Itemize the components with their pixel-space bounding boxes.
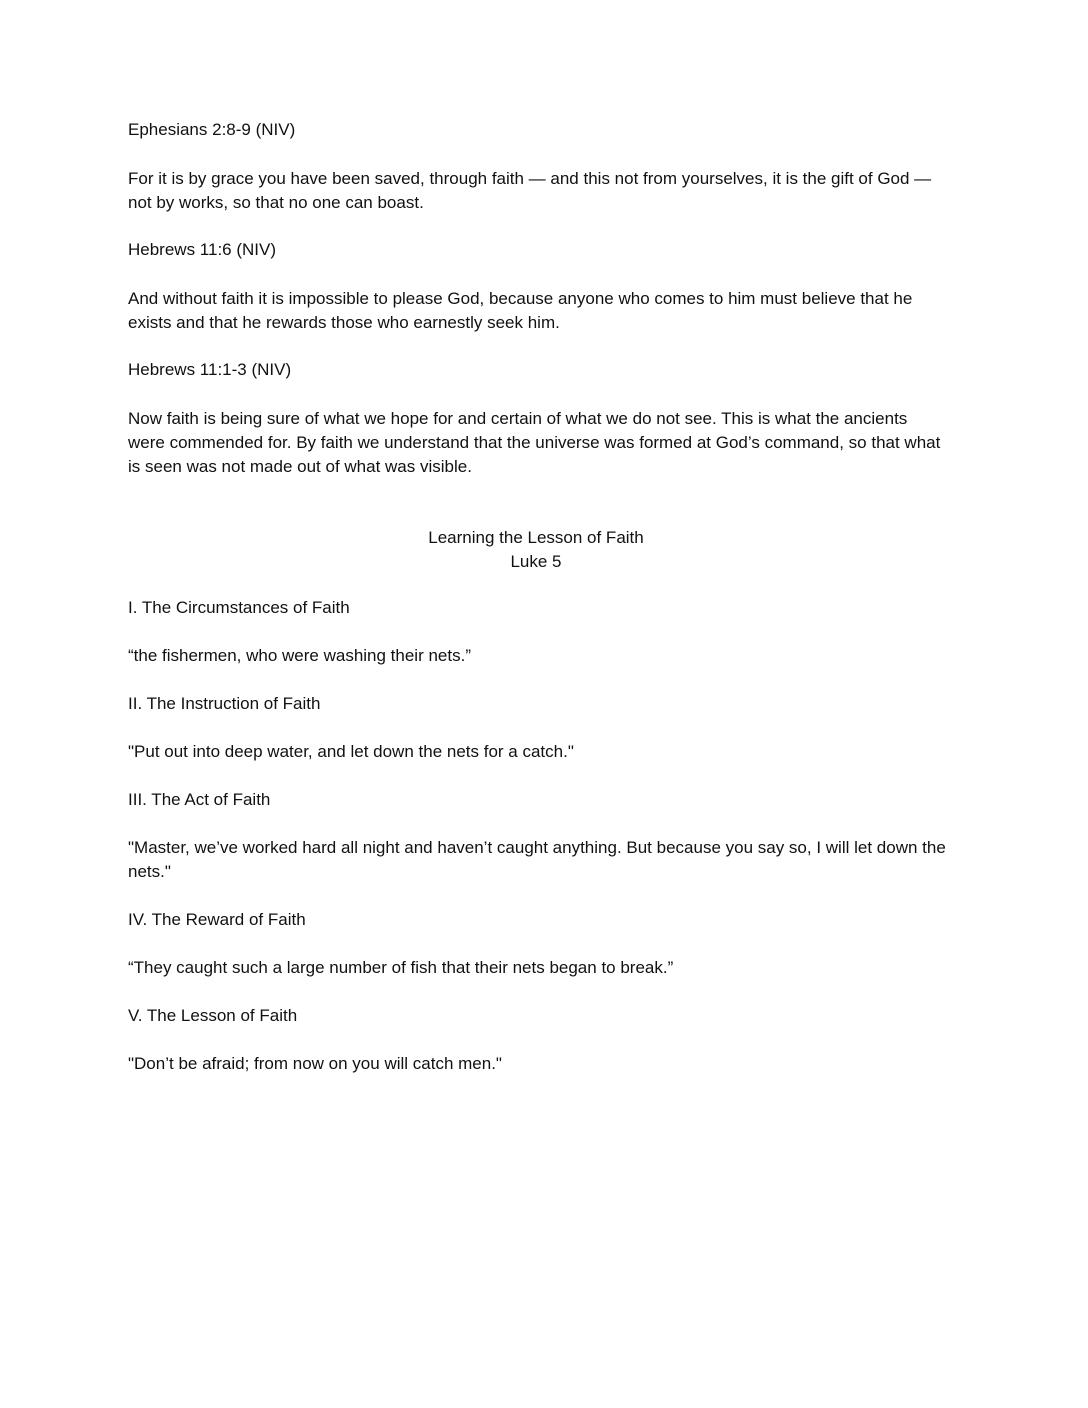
outline-quote: "Don’t be afraid; from now on you will catch men." xyxy=(128,1054,502,1073)
scripture-reference: Hebrews 11:6 (NIV) xyxy=(128,240,277,259)
outline-heading: III. The Act of Faith xyxy=(128,790,271,809)
scripture-reference: Hebrews 11:1-3 (NIV) xyxy=(128,360,292,379)
outline-heading: II. The Instruction of Faith xyxy=(128,694,321,713)
outline-quote: “They caught such a large number of fish that their nets began to break.” xyxy=(128,958,674,977)
scripture-reference: Ephesians 2:8-9 (NIV) xyxy=(128,120,296,139)
sermon-passage: Luke 5 xyxy=(510,552,562,571)
sermon-title: Learning the Lesson of Faith xyxy=(428,528,644,547)
scripture-text: Now faith is being sure of what we hope for and certain of what we do not see. This is what the ancients were commended for. By faith we understand that the universe was formed at God’s command, so that what is seen was not made out of what was visible. xyxy=(128,409,941,476)
document-page xyxy=(128,118,948,1100)
outline-heading: IV. The Reward of Faith xyxy=(128,910,306,929)
scripture-text: For it is by grace you have been saved, through faith — and this not from yourselves, it is the gift of God — not by works, so that no one can boast. xyxy=(128,169,932,212)
sermon-title-block xyxy=(128,526,948,574)
outline-quote: "Put out into deep water, and let down the nets for a catch." xyxy=(128,742,574,761)
outline-quote: "Master, we’ve worked hard all night and haven’t caught anything. But because you say so, I will let down the nets." xyxy=(128,838,946,881)
scripture-text: And without faith it is impossible to please God, because anyone who comes to him must believe that he exists and that he rewards those who earnestly seek him. xyxy=(128,289,913,332)
outline-heading: I. The Circumstances of Faith xyxy=(128,598,350,617)
outline-quote: “the fishermen, who were washing their nets.” xyxy=(128,646,471,665)
outline-heading: V. The Lesson of Faith xyxy=(128,1006,298,1025)
